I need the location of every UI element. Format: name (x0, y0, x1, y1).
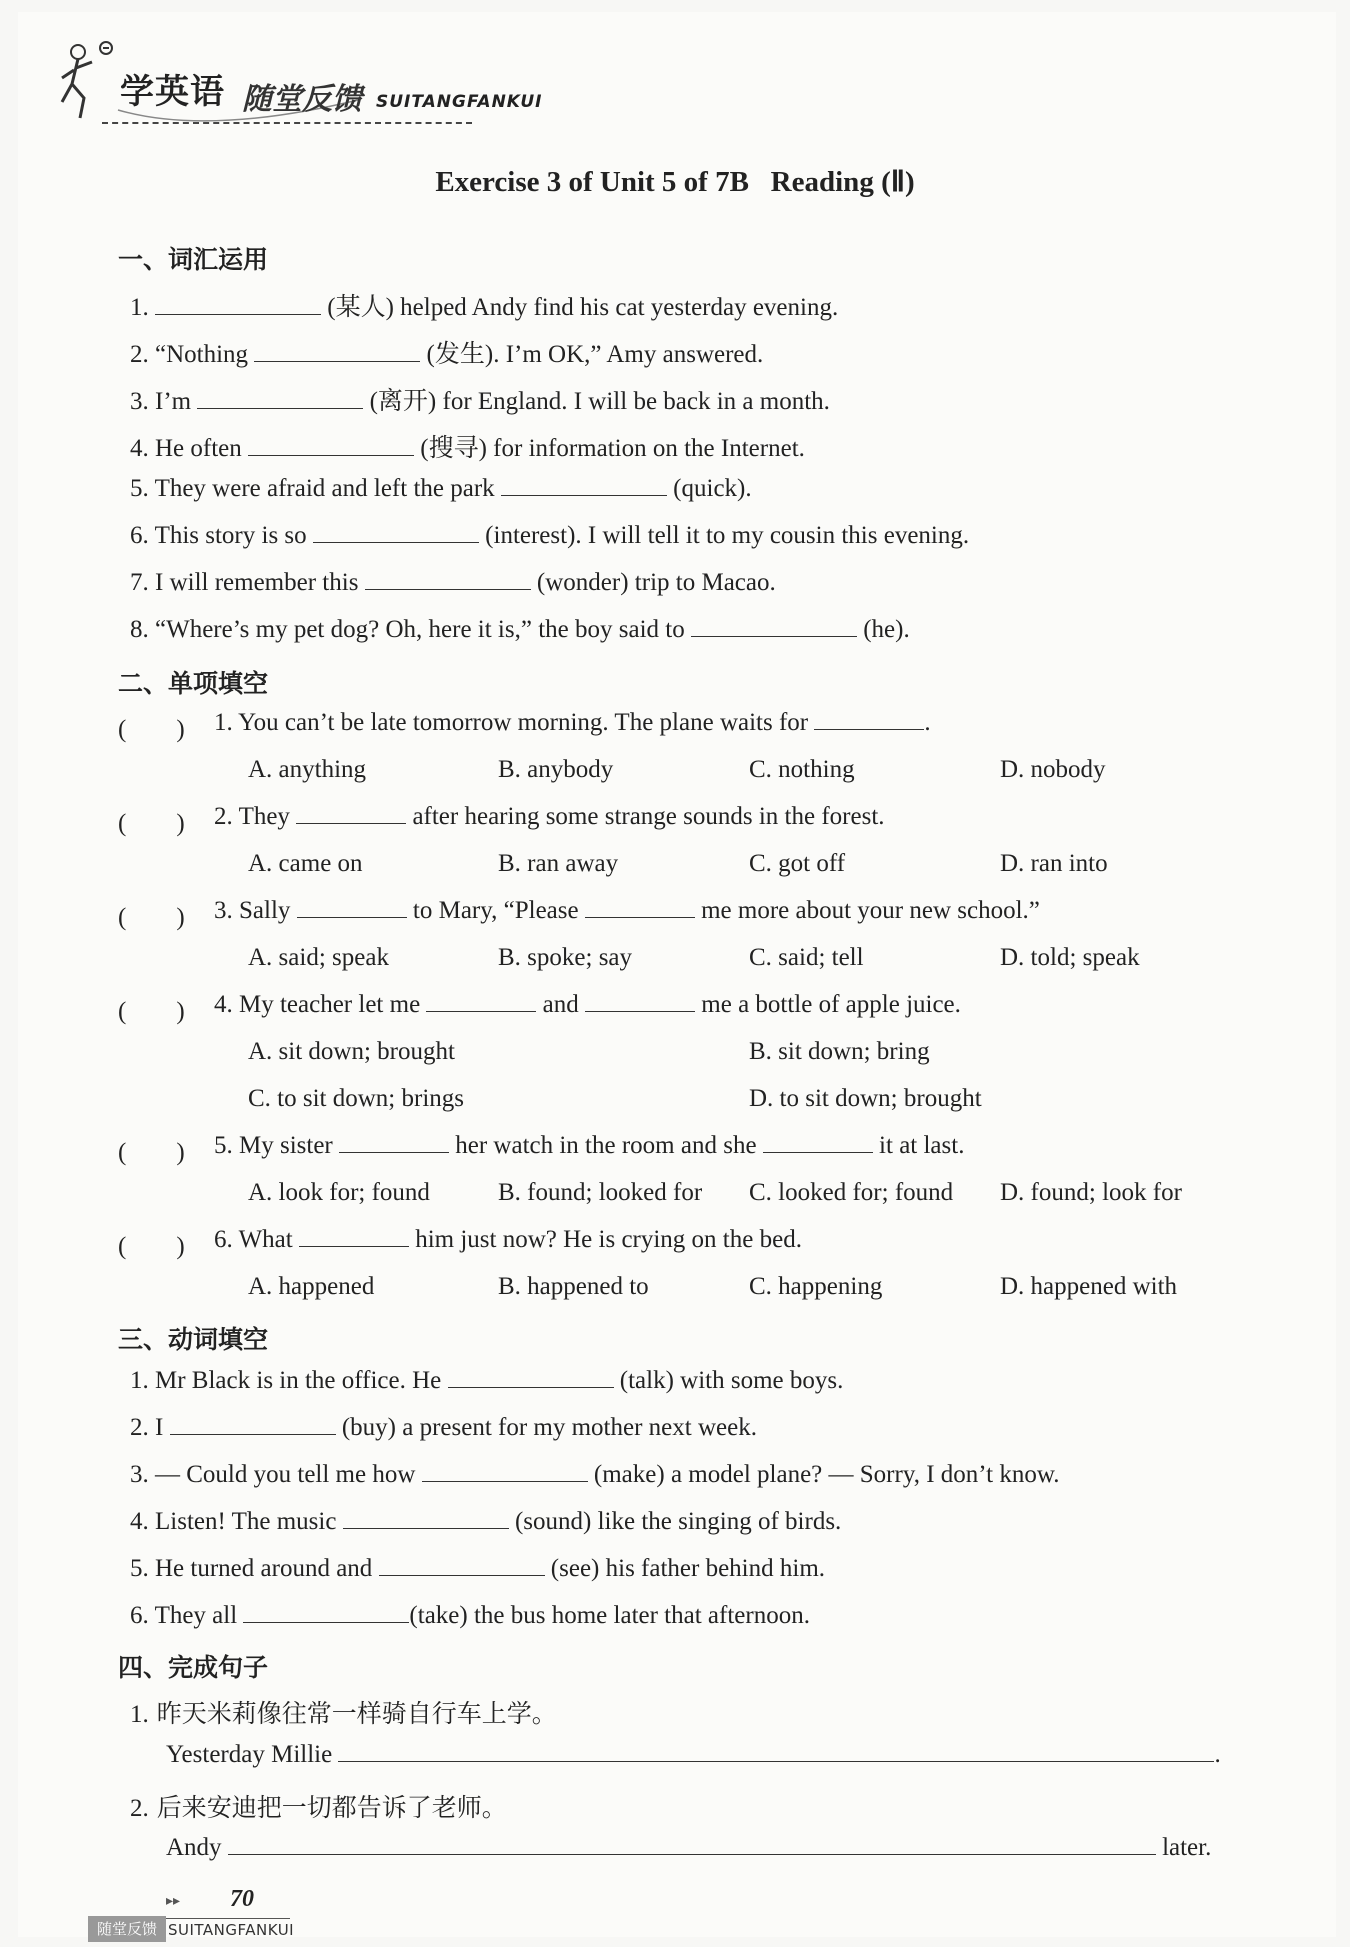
section-heading-vocabulary: 一、词汇运用 (118, 245, 269, 274)
answer-blank[interactable] (254, 343, 420, 362)
answer-blank[interactable] (422, 1463, 588, 1482)
mc-question-6: 6. What him just now? He is crying on the bed. (214, 1226, 802, 1253)
answer-bracket[interactable]: ( ) (118, 998, 185, 1025)
option-d[interactable]: D. nobody (1000, 756, 1106, 783)
section-heading-verb-fill: 三、动词填空 (118, 1325, 269, 1354)
mc-question-3: 3. Sally to Mary, “Please me more about your new school.” (214, 897, 1040, 924)
logo-text-cn: 学英语 (120, 72, 225, 112)
answer-bracket[interactable]: ( ) (118, 1233, 185, 1260)
verb-item-1: 1. Mr Black is in the office. He (talk) with some boys. (130, 1367, 844, 1394)
page-number: 70 (230, 1886, 254, 1912)
option-d[interactable]: D. told; speak (1000, 944, 1140, 971)
option-d[interactable]: D. happened with (1000, 1273, 1178, 1300)
sentence-2-english: Andy later. (166, 1834, 1212, 1861)
answer-blank (763, 1134, 873, 1153)
answer-blank[interactable] (691, 618, 857, 637)
option-d[interactable]: D. ran into (1000, 850, 1108, 877)
option-a[interactable]: A. look for; found (248, 1179, 430, 1206)
vocab-item-1: 1. (某人) helped Andy find his cat yesterday evening. (130, 294, 839, 321)
section-heading-multiple-choice: 二、单项填空 (118, 669, 269, 698)
option-b[interactable]: B. anybody (498, 756, 614, 783)
answer-bracket[interactable]: ( ) (118, 810, 185, 837)
double-arrow-icon: ▸▸ (166, 1893, 181, 1909)
answer-blank (585, 993, 695, 1012)
option-a[interactable]: A. happened (248, 1273, 375, 1300)
verb-item-3: 3. — Could you tell me how (make) a model plane? — Sorry, I don’t know. (130, 1461, 1060, 1488)
answer-blank[interactable] (228, 1836, 1156, 1855)
option-b[interactable]: B. found; looked for (498, 1179, 703, 1206)
option-c[interactable]: C. happening (749, 1273, 883, 1300)
answer-blank[interactable] (155, 296, 321, 315)
vocab-item-7: 7. I will remember this (wonder) trip to Macao. (130, 569, 776, 596)
footer-brand-tag: 随堂反馈 (88, 1916, 166, 1942)
logo-text-cn-secondary: 随堂反馈 (242, 82, 362, 117)
answer-bracket[interactable]: ( ) (118, 716, 185, 743)
option-b[interactable]: B. spoke; say (498, 944, 633, 971)
verb-item-6: 6. They all (take) the bus home later that afternoon. (130, 1602, 810, 1629)
option-d[interactable]: D. found; look for (1000, 1179, 1182, 1206)
answer-blank[interactable] (248, 437, 414, 456)
option-a[interactable]: A. came on (248, 850, 363, 877)
mc-question-1: 1. You can’t be late tomorrow morning. The plane waits for . (214, 709, 931, 736)
vocab-item-6: 6. This story is so (interest). I will tell it to my cousin this evening. (130, 522, 970, 549)
sentence-1-chinese: 1. 昨天米莉像往常一样骑自行车上学。 (130, 1699, 557, 1728)
answer-blank (426, 993, 536, 1012)
answer-blank (299, 1228, 409, 1247)
answer-bracket[interactable]: ( ) (118, 904, 185, 931)
section-heading-complete-sentences: 四、完成句子 (118, 1653, 269, 1682)
mc-question-4: 4. My teacher let me and me a bottle of apple juice. (214, 991, 961, 1018)
answer-blank[interactable] (365, 571, 531, 590)
option-c[interactable]: C. to sit down; brings (248, 1085, 464, 1112)
header-divider (102, 122, 472, 124)
answer-blank[interactable] (501, 477, 667, 496)
answer-blank[interactable] (170, 1416, 336, 1435)
page-title: Exercise 3 of Unit 5 of 7B Reading (Ⅱ) (435, 166, 915, 198)
answer-bracket[interactable]: ( ) (118, 1139, 185, 1166)
option-c[interactable]: C. nothing (749, 756, 855, 783)
option-b[interactable]: B. sit down; bring (749, 1038, 930, 1065)
answer-blank[interactable] (338, 1743, 1214, 1762)
mc-question-2: 2. They after hearing some strange sounds in the forest. (214, 803, 885, 830)
vocab-item-5: 5. They were afraid and left the park (quick). (130, 475, 752, 502)
answer-blank (585, 899, 695, 918)
logo-text-pinyin: SUITANGFANKUI (376, 92, 543, 112)
answer-blank (814, 711, 924, 730)
sentence-1-english: Yesterday Millie . (166, 1741, 1221, 1768)
answer-blank[interactable] (313, 524, 479, 543)
vocab-item-3: 3. I’m (离开) for England. I will be back in a month. (130, 388, 830, 415)
footer-brand-pinyin: SUITANGFANKUI (168, 1921, 295, 1939)
verb-item-2: 2. I (buy) a present for my mother next week. (130, 1414, 757, 1441)
verb-item-4: 4. Listen! The music (sound) like the singing of birds. (130, 1508, 842, 1535)
vocab-item-2: 2. “Nothing (发生). I’m OK,” Amy answered. (130, 341, 764, 368)
mc-question-5: 5. My sister her watch in the room and she it at last. (214, 1132, 965, 1159)
option-c[interactable]: C. got off (749, 850, 846, 877)
answer-blank[interactable] (343, 1510, 509, 1529)
option-c[interactable]: C. said; tell (749, 944, 864, 971)
answer-blank[interactable] (197, 390, 363, 409)
answer-blank[interactable] (448, 1369, 614, 1388)
vocab-item-8: 8. “Where’s my pet dog? Oh, here it is,” the boy said to (he). (130, 616, 910, 643)
answer-blank (297, 899, 407, 918)
footer-divider (166, 1918, 290, 1919)
answer-blank (339, 1134, 449, 1153)
option-a[interactable]: A. sit down; brought (248, 1038, 455, 1065)
verb-item-5: 5. He turned around and (see) his father behind him. (130, 1555, 826, 1582)
answer-blank[interactable] (379, 1557, 545, 1576)
option-d[interactable]: D. to sit down; brought (749, 1085, 982, 1112)
option-c[interactable]: C. looked for; found (749, 1179, 954, 1206)
vocab-item-4: 4. He often (搜寻) for information on the Internet. (130, 435, 805, 462)
option-b[interactable]: B. happened to (498, 1273, 649, 1300)
option-a[interactable]: A. anything (248, 756, 367, 783)
answer-blank (296, 805, 406, 824)
option-b[interactable]: B. ran away (498, 850, 619, 877)
option-a[interactable]: A. said; speak (248, 944, 389, 971)
sentence-2-chinese: 2. 后来安迪把一切都告诉了老师。 (130, 1793, 507, 1822)
answer-blank[interactable] (243, 1604, 409, 1623)
